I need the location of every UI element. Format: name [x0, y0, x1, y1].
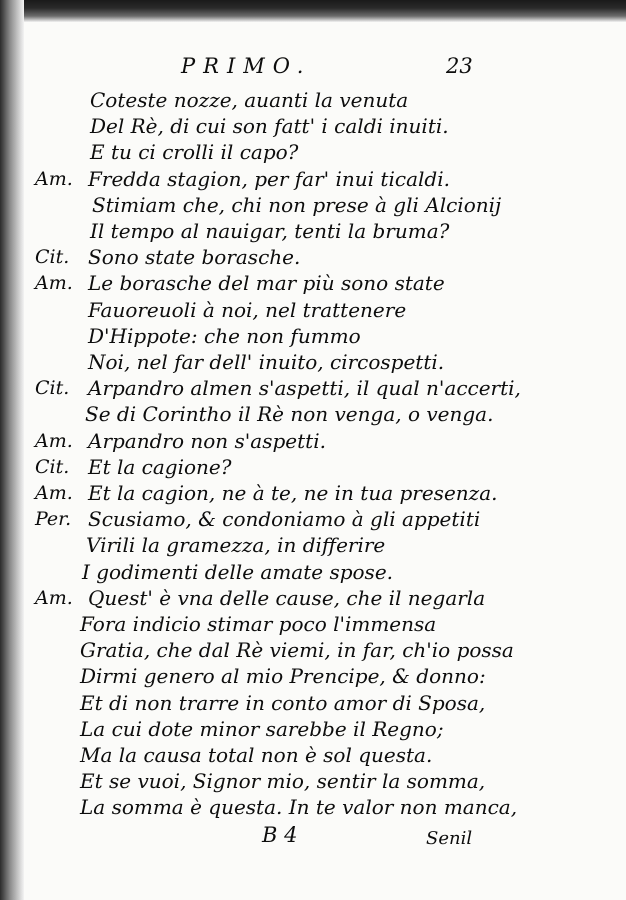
verse-text: Coteste nozze, auanti la venuta [90, 88, 409, 112]
speaker-label: Cit. [35, 377, 70, 400]
verse-text: Dirmi genero al mio Prencipe, & donno: [80, 664, 486, 689]
verse-line [0, 662, 626, 690]
speaker-label: Cit. [35, 246, 70, 269]
signature-mark: B 4 [262, 823, 298, 847]
verse-text: La somma è questa. In te valor non manca, [80, 795, 518, 820]
catchword: Senil [426, 828, 473, 849]
verse-text: Stimiam che, chi non prese à gli Alcionij [92, 192, 502, 217]
verse-line [0, 165, 626, 193]
verse-text: Arpandro non s'aspetti. [88, 428, 326, 453]
verse-text: Del Rè, di cui son fatt' i caldi inuiti. [90, 114, 449, 139]
verse-text: Fora indicio stimar poco l'immensa [80, 612, 437, 636]
verse-line [0, 191, 626, 219]
verse-text: E tu ci crolli il capo? [90, 140, 299, 165]
verse-line [0, 505, 626, 533]
verse-text: Et la cagione? [88, 454, 232, 479]
verse-line [0, 112, 626, 140]
verse-line [0, 217, 626, 245]
verse-line [0, 689, 626, 717]
verse-text: Se di Corintho il Rè non venga, o venga. [85, 402, 494, 427]
speaker-label: Per. [35, 508, 72, 531]
verse-text: Virili la gramezza, in differire [86, 533, 386, 558]
verse-text: Arpandro almen s'aspetti, il qual n'accerti, [88, 376, 521, 401]
verse-line [0, 793, 626, 821]
verse-line [0, 374, 626, 402]
verse-line [0, 138, 626, 166]
verse-line [0, 531, 626, 559]
verse-text: Le borasche del mar più sono state [88, 271, 445, 296]
speaker-label: Am. [35, 429, 73, 452]
verse-text: Noi, nel far dell' inuito, circospetti. [88, 350, 445, 374]
verse-text: Et la cagion, ne à te, ne in tua presenza. [88, 481, 498, 505]
speaker-label: Am. [35, 272, 73, 295]
verse-text: Il tempo al nauigar, tenti la bruma? [90, 219, 450, 243]
speaker-label: Am. [35, 167, 73, 190]
speaker-label: Am. [35, 586, 73, 609]
speaker-label: Cit. [35, 455, 70, 478]
page-top-edge [0, 0, 626, 22]
verse-line [0, 296, 626, 324]
verse-line [0, 584, 626, 612]
verse-line [0, 558, 626, 586]
verse-line [0, 243, 626, 271]
verse-line [0, 767, 626, 795]
verse-line [0, 427, 626, 455]
verse-text: Et di non trarre in conto amor di Sposa, [80, 690, 486, 715]
verse-text: D'Hippote: che non fummo [88, 323, 361, 348]
verse-text: Sono state borasche. [88, 245, 301, 270]
verse-text: I godimenti delle amate spose. [82, 559, 394, 584]
verse-line [0, 86, 626, 114]
verse-line [0, 400, 626, 428]
verse-line [0, 636, 626, 664]
speaker-label: Am. [35, 482, 73, 504]
verse-text: Quest' è vna delle cause, che il negarla [88, 585, 486, 610]
verse-line [0, 715, 626, 743]
verse-text: Fauoreuoli à noi, nel trattenere [88, 297, 407, 322]
verse-text: Ma la causa total non è sol questa. [80, 743, 433, 767]
verse-line [0, 348, 626, 376]
verse-text: Gratia, che dal Rè viemi, in far, ch'io possa [80, 638, 514, 663]
verse-line [0, 453, 626, 481]
verse-text: Fredda stagion, per far' inui ticaldi. [88, 166, 450, 191]
verse-line [0, 479, 626, 507]
page-number: 23 [446, 54, 473, 78]
verse-text: Et se vuoi, Signor mio, sentir la somma, [80, 769, 486, 794]
verse-text: Scusiamo, & condoniamo à gli appetiti [88, 507, 481, 532]
verse-text: La cui dote minor sarebbe il Regno; [80, 716, 444, 741]
verse-line [0, 610, 626, 638]
verse-line [0, 269, 626, 297]
running-header: PRIMO. [181, 54, 312, 78]
verse-line [0, 322, 626, 350]
verse-line [0, 741, 626, 769]
